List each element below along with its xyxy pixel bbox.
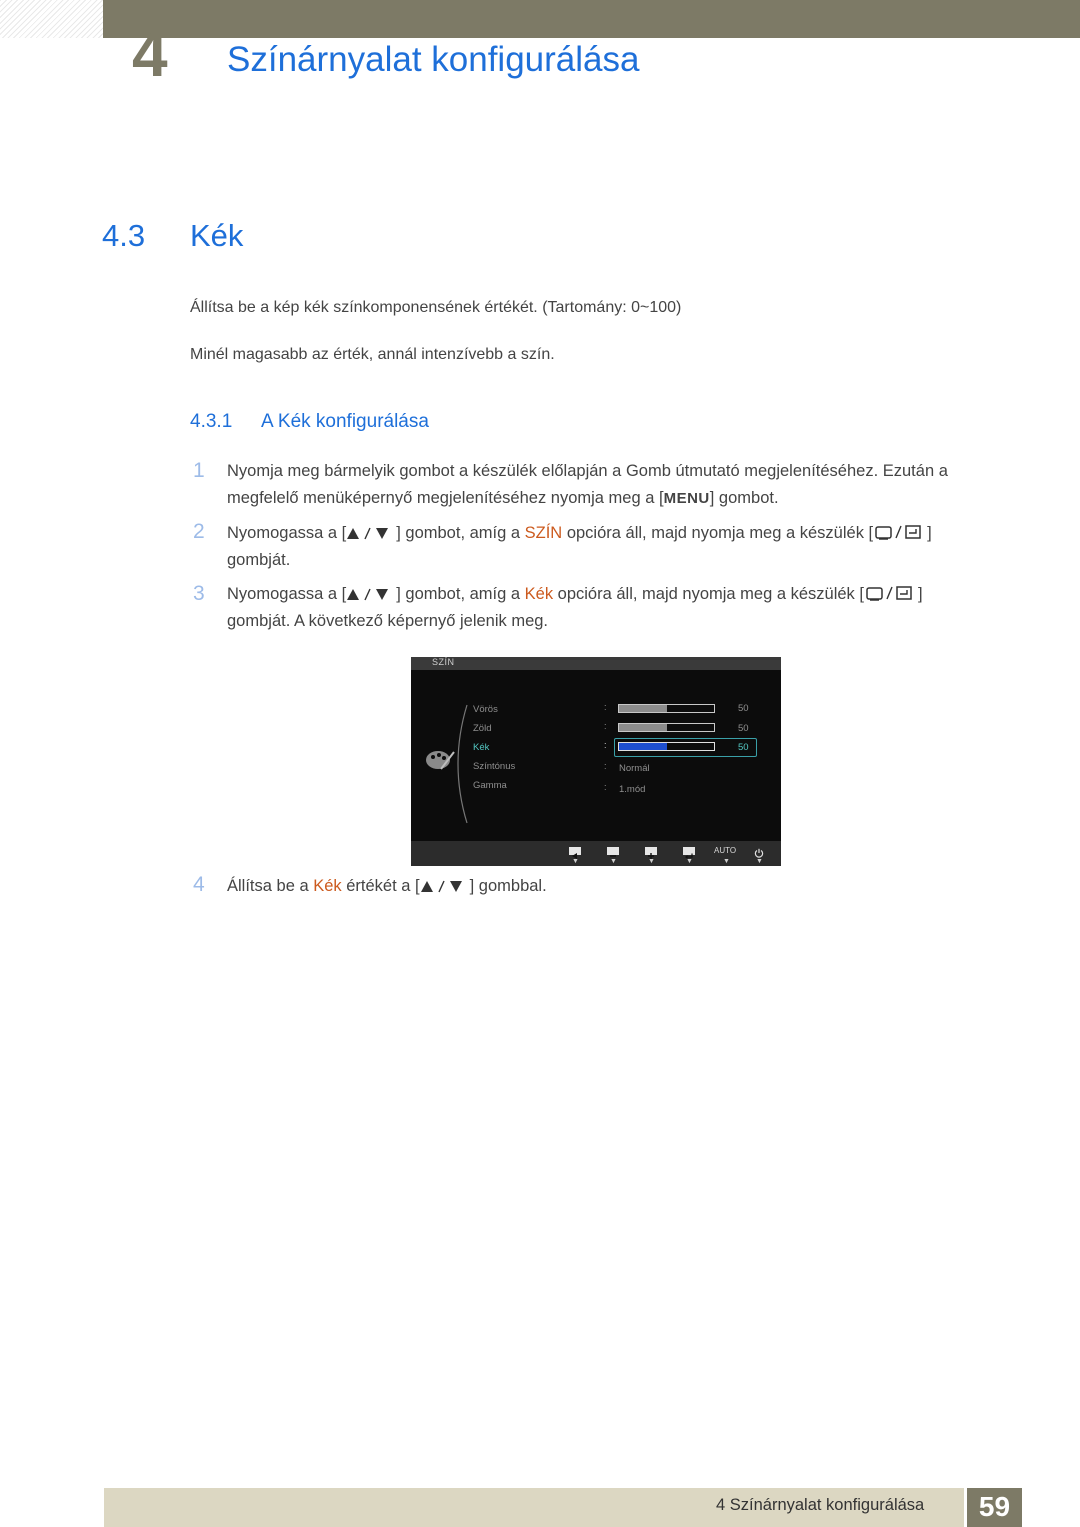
up-down-arrows-icon [346,587,396,606]
source-enter-button-icon [864,585,918,606]
step-number: 2 [193,520,205,543]
chapter-title: Színárnyalat konfigurálása [227,40,640,79]
subsection-title: A Kék konfigurálása [261,411,429,432]
osd-colon: : [604,702,607,712]
step-text: Nyomogassa a [ [227,585,347,603]
down-marker-icon: ▼ [648,858,655,865]
down-marker-icon: ▼ [723,858,730,865]
zold-level-fill [619,724,667,731]
up-down-arrows-icon [420,879,470,898]
header-bar [103,0,1080,38]
osd-item-zold[interactable]: Zöld [473,723,492,734]
osd-colon: : [604,782,607,792]
step-text: opcióra áll, majd nyomja meg a készülék [ [562,524,874,542]
chapter-number: 4 [132,18,168,90]
down-marker-icon: ▼ [756,858,763,865]
osd-item-szintonus[interactable]: Színtónus [473,761,516,772]
step-number: 4 [193,873,205,896]
step-2-line-2: gombját. [227,551,291,569]
step-text: ] [917,585,923,603]
zold-level-bar [618,723,715,732]
subsection-number: 4.3.1 [190,411,233,432]
kek-value: 50 [738,742,749,753]
section-title: Kék [190,218,244,253]
kek-level-fill [619,743,667,750]
voros-level-fill [619,705,667,712]
osd-header [411,657,781,670]
kek-highlight: Kék [524,585,554,603]
kek-highlight: Kék [313,877,342,895]
osd-color-menu [411,657,781,866]
step-text: Állítsa be a [227,877,314,895]
step-text: ] gombot, amíg a [396,524,525,542]
osd-colon: : [604,721,607,731]
menu-button-label: MENU [663,490,710,507]
step-text: ] gombot. [709,489,779,507]
kek-level-bar[interactable] [618,742,715,751]
intro-paragraph-2: Minél magasabb az érték, annál intenzívebb a szín. [190,346,555,363]
step-text: ] gombbal. [469,877,547,895]
step-number: 1 [193,459,205,482]
szintonus-value: Normál [619,763,650,774]
corner-hatch [0,0,103,38]
down-marker-icon: ▼ [610,858,617,865]
voros-level-bar [618,704,715,713]
menu-arc [455,703,469,830]
section-number: 4.3 [102,218,146,253]
osd-colon: : [604,740,607,750]
gamma-value: 1.mód [619,784,646,795]
plus-icon[interactable] [645,847,657,855]
source-enter-button-icon [873,524,927,545]
down-marker-icon: ▼ [686,858,693,865]
step-3-line-2: gombját. A következő képernyő jelenik meg. [227,612,549,630]
enter-icon[interactable] [683,847,695,855]
down-marker-icon: ▼ [572,858,579,865]
step-3-line-1 [227,585,923,606]
footer-chapter-title: 4 Színárnyalat konfigurálása [716,1496,925,1514]
osd-item-gamma[interactable]: Gamma [473,780,507,791]
szin-highlight: SZÍN [524,524,563,542]
osd-item-kek[interactable]: Kék [473,742,490,753]
step-number: 3 [193,582,205,605]
step-text: opcióra áll, majd nyomja meg a készülék [ [553,585,864,603]
step-text: megfelelő menüképernyő megjelenítéséhez nyomja meg a [ [227,489,664,507]
auto-button-label[interactable]: AUTO [714,846,737,855]
voros-value: 50 [738,703,749,714]
step-text: értékét a [ [341,877,420,895]
up-down-arrows-icon [346,526,396,545]
osd-title: SZÍN [432,657,455,667]
left-arrow-icon[interactable] [569,847,581,855]
minus-icon[interactable] [607,847,619,855]
step-text: ] gombot, amíg a [396,585,525,603]
osd-colon: : [604,761,607,771]
osd-item-voros[interactable]: Vörös [473,704,498,715]
step-1-line-2 [227,489,779,508]
step-2-line-1 [227,524,932,545]
step-text: Nyomogassa a [ [227,524,347,542]
intro-paragraph-1: Állítsa be a kép kék színkomponensének értékét. (Tartomány: 0~100) [190,299,682,316]
step-1-line-1: Nyomja meg bármelyik gombot a készülék előlapján a Gomb útmutató megjelenítéséhez. Ezután a [227,462,948,480]
zold-value: 50 [738,723,749,734]
page-number: 59 [978,1491,1011,1522]
step-text: ] [927,524,932,542]
step-4-line [227,877,547,898]
palette-icon [425,749,455,776]
